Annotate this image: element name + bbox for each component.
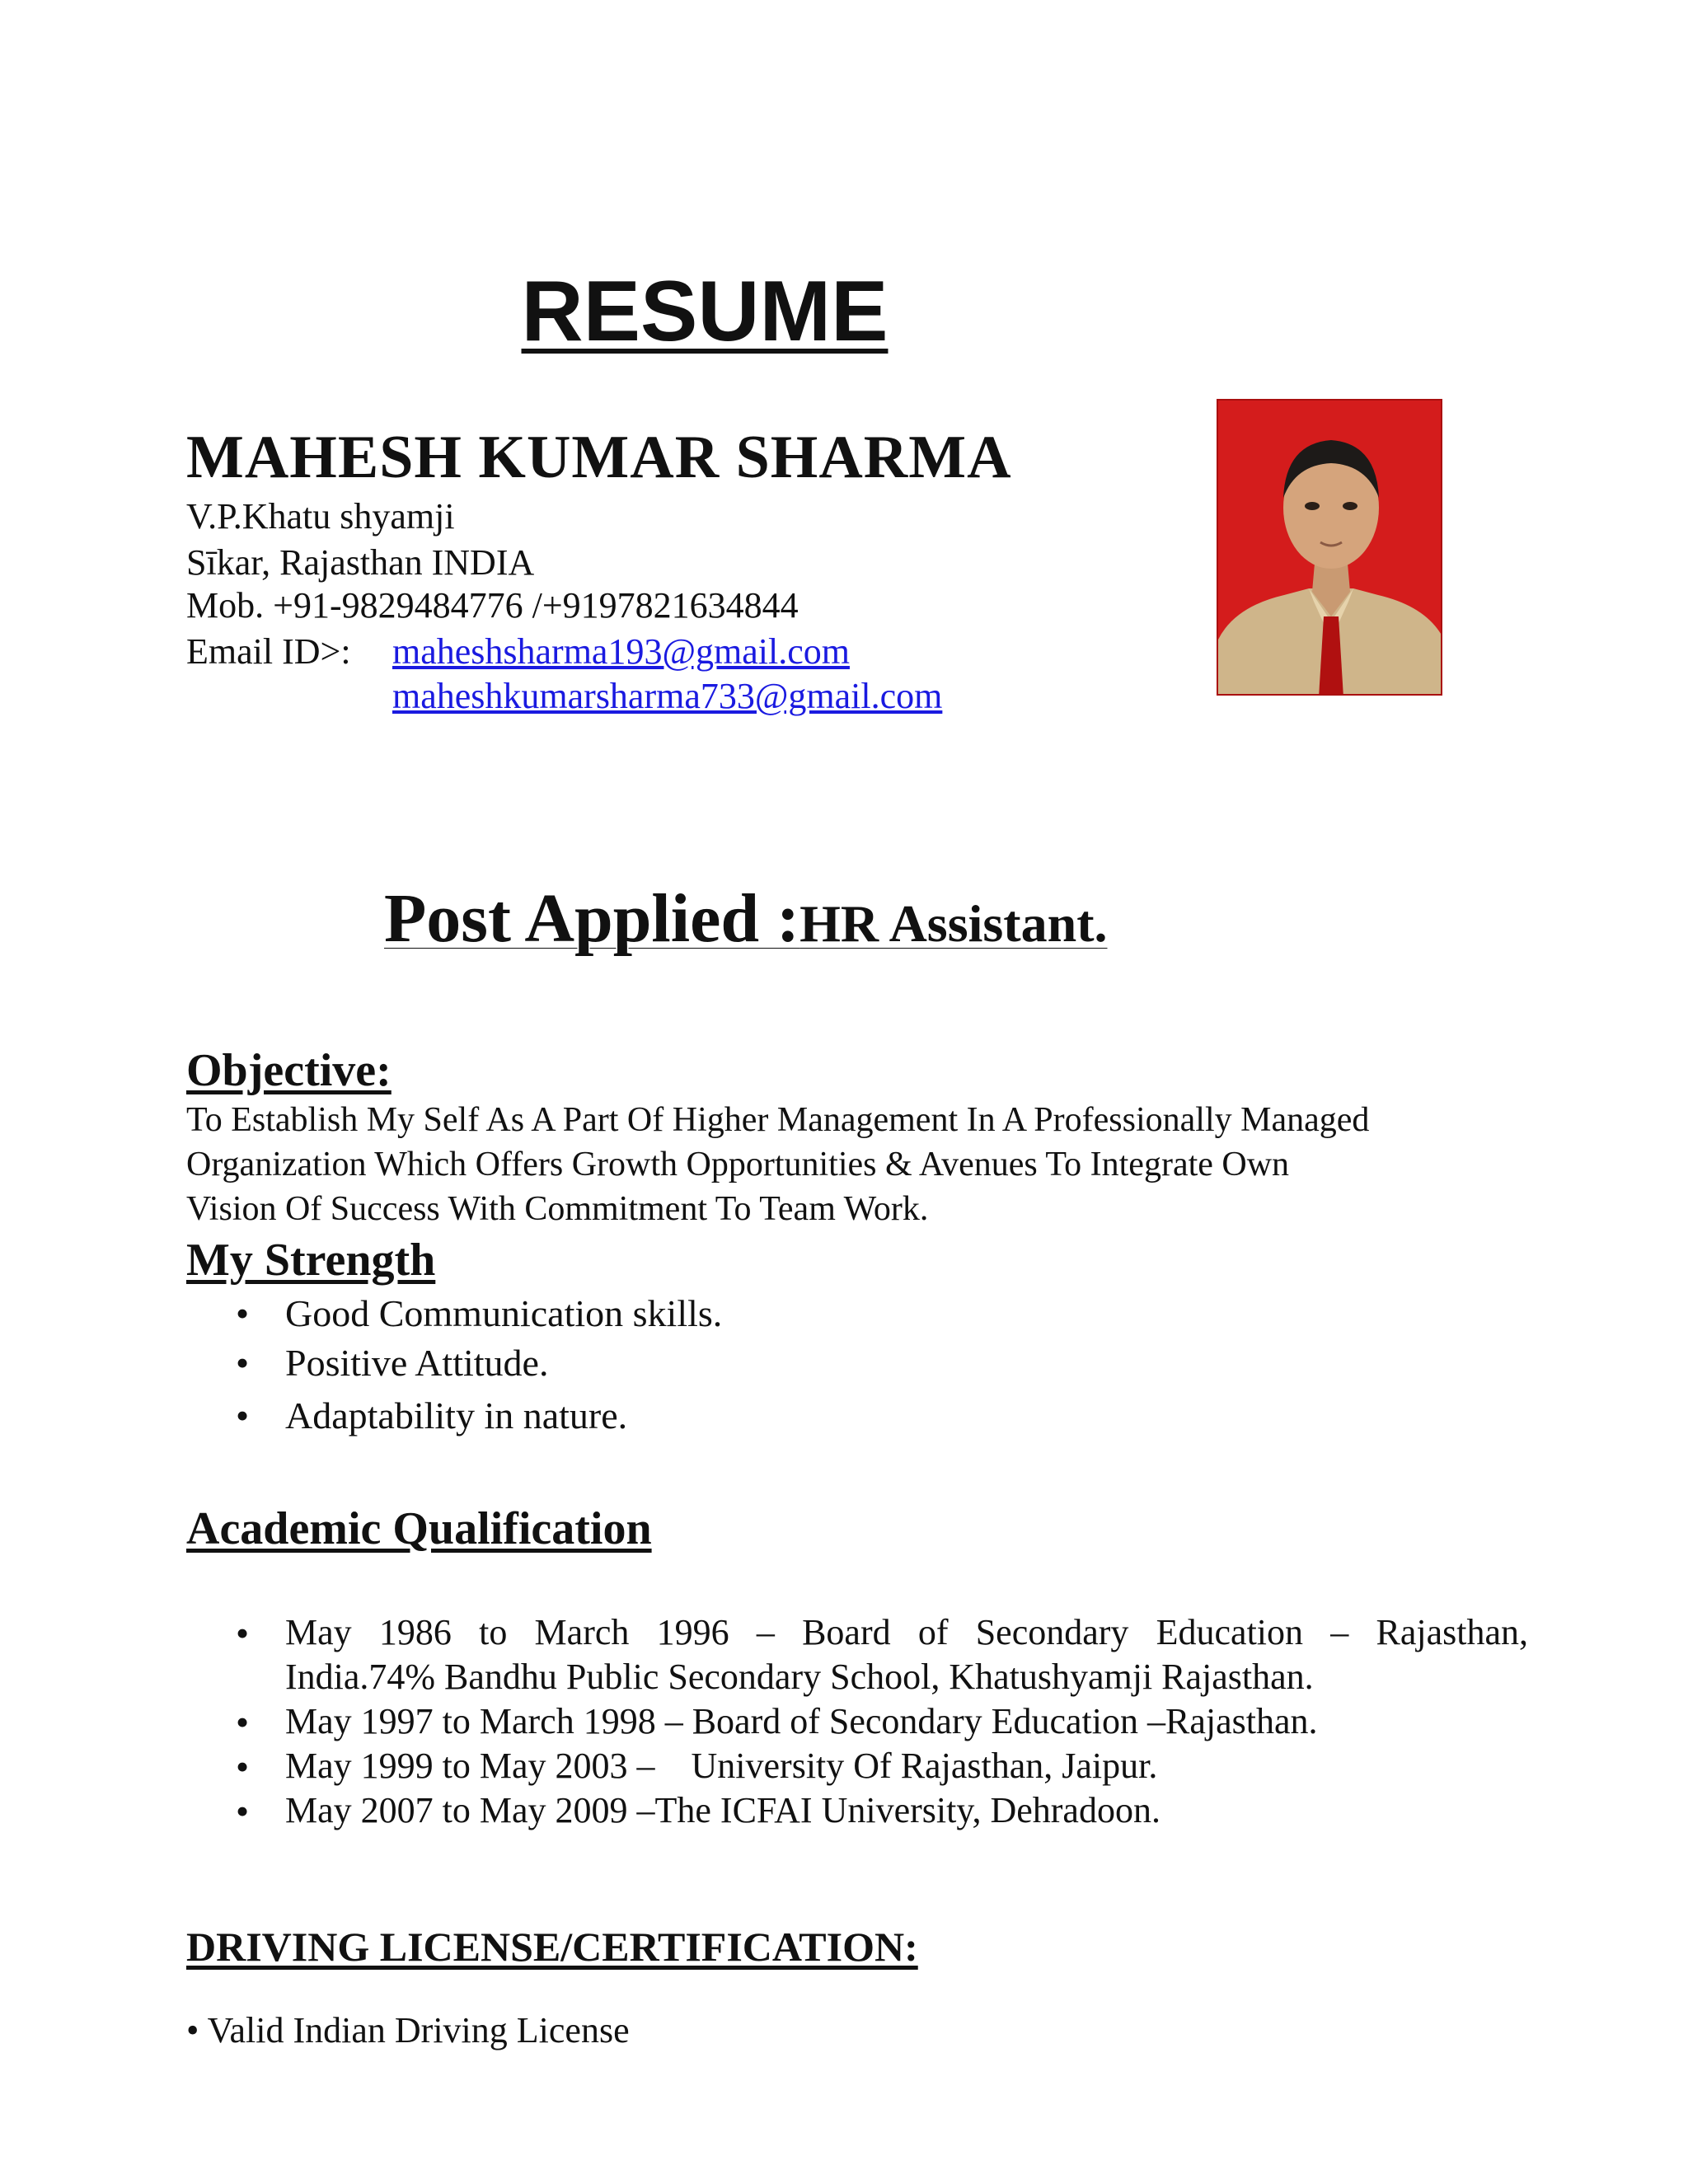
objective-line: Organization Which Offers Growth Opportunities & Avenues To Integrate Own [186, 1146, 1290, 1183]
academic-item: May 2007 to May 2009 –The ICFAI University, Dehradoon. [285, 1790, 1160, 1830]
candidate-photo [1217, 399, 1442, 696]
academic-item-line: India.74% Bandhu Public Secondary School, Khatushyamji Rajasthan. [285, 1657, 1314, 1697]
license-item-text: Valid Indian Driving License [207, 2010, 630, 2050]
objective-line: To Establish My Self As A Part Of Higher Management In A Professionally Managed [186, 1101, 1370, 1139]
email-label: Email ID>: [186, 631, 351, 672]
candidate-name: MAHESH KUMAR SHARMA [186, 424, 1012, 491]
strength-item: Adaptability in nature. [285, 1394, 628, 1436]
post-applied-label: Post Applied : [384, 880, 800, 957]
bullet-marker: • [236, 1790, 250, 1832]
address-line-2: Sīkar, Rajasthan INDIA [186, 542, 535, 583]
bullet-marker: • [236, 1394, 250, 1436]
strength-item: Positive Attitude. [285, 1342, 549, 1384]
bullet-marker: • [236, 1701, 250, 1743]
academic-item: May 1999 to May 2003 – University Of Rajasthan, Jaipur. [285, 1746, 1158, 1786]
academic-heading: Academic Qualification [186, 1503, 652, 1554]
bullet-marker: • [186, 2010, 199, 2050]
address-line-1: V.P.Khatu shyamji [186, 496, 455, 537]
bullet-marker: • [236, 1292, 250, 1334]
email-link-secondary[interactable]: maheshkumarsharma733@gmail.com [392, 676, 943, 716]
objective-heading: Objective: [186, 1045, 392, 1096]
strength-item: Good Communication skills. [285, 1292, 723, 1334]
mobile-number: Mob. +91-9829484776 /+9197821634844 [186, 585, 799, 626]
license-heading: DRIVING LICENSE/CERTIFICATION: [186, 1924, 918, 1970]
strength-heading: My Strength [186, 1235, 436, 1286]
bullet-marker: • [236, 1342, 250, 1384]
license-item [186, 2008, 630, 2053]
document-title: RESUME [521, 264, 889, 359]
post-applied [384, 874, 1108, 969]
bullet-marker: • [236, 1612, 250, 1654]
post-applied-value: HR Assistant. [799, 894, 1108, 953]
objective-line: Vision Of Success With Commitment To Team Work. [186, 1190, 929, 1228]
email-link-primary[interactable]: maheshsharma193@gmail.com [392, 631, 850, 672]
academic-item-line: May 1986 to March 1996 – Board of Secondary Education – Rajasthan, [285, 1612, 1528, 1652]
academic-item: May 1997 to March 1998 – Board of Secondary Education –Rajasthan. [285, 1701, 1318, 1741]
bullet-marker: • [236, 1746, 250, 1788]
